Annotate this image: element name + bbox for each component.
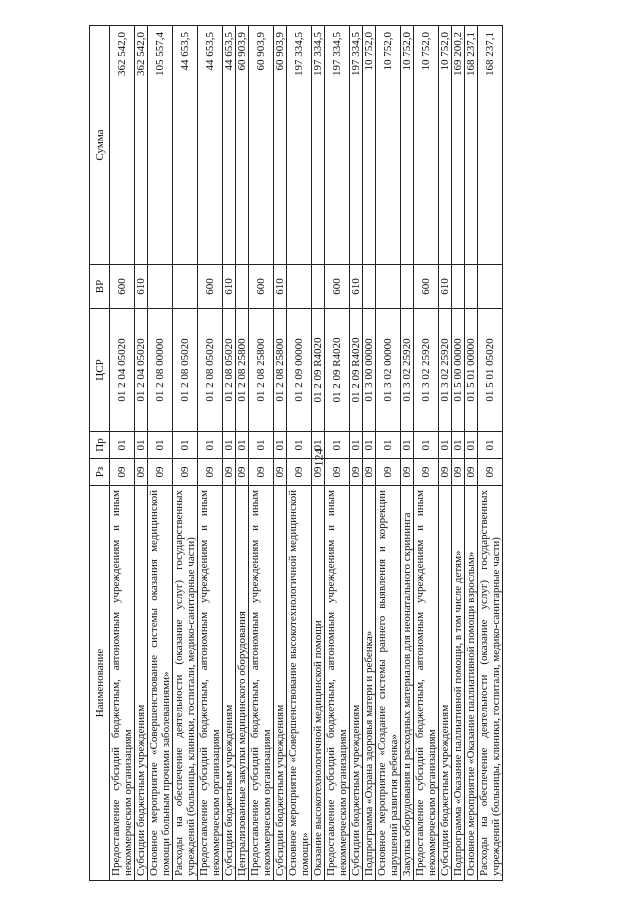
cell-rz: 09 <box>452 459 465 486</box>
cell-sum: 44 653,5 <box>173 26 198 265</box>
table-body <box>110 26 503 881</box>
cell-sum: 10 752,0 <box>363 26 376 265</box>
cell-pr: 01 <box>376 432 401 459</box>
cell-csr: 01 2 09 R4020 <box>350 309 363 432</box>
table-row <box>148 26 173 881</box>
table-row <box>452 26 465 881</box>
cell-name: Расходы на обеспечение деятельности (оказание услуг) государственных учреждений (больницы, клиники, госпитали, медико-санитарные части) <box>478 486 503 881</box>
table-row <box>478 26 503 881</box>
table-row <box>350 26 363 881</box>
cell-name: Основное мероприятие «Создание системы раннего выявления и коррекции нарушений развития ребенка» <box>376 486 401 881</box>
cell-sum: 168 237,1 <box>465 26 478 265</box>
cell-pr: 01 <box>478 432 503 459</box>
cell-csr: 01 2 04 05020 <box>110 309 135 432</box>
cell-pr: 01 <box>135 432 148 459</box>
cell-name: Основное мероприятие «Совершенствование системы оказания медицинской помощи больным прочими заболеваниями» <box>148 486 173 881</box>
header-csr: ЦСР <box>90 309 110 432</box>
cell-name: Основное мероприятие «Оказание паллиативной помощи взрослым» <box>465 486 478 881</box>
cell-csr: 01 3 00 00000 <box>363 309 376 432</box>
cell-csr: 01 2 08 05020 <box>198 309 223 432</box>
cell-pr: 01 <box>325 432 350 459</box>
table-header <box>90 26 110 881</box>
cell-rz: 09 <box>274 459 287 486</box>
cell-sum: 197 334,5 <box>287 26 312 265</box>
table-row <box>135 26 148 881</box>
table-row <box>312 26 325 881</box>
cell-csr: 01 2 08 25800 <box>236 309 249 432</box>
header-rz: Рз <box>90 459 110 486</box>
cell-csr: 01 2 08 25800 <box>249 309 274 432</box>
table-row <box>325 26 350 881</box>
cell-vr <box>401 265 414 309</box>
cell-vr: 610 <box>223 265 236 309</box>
cell-vr: 600 <box>414 265 439 309</box>
header-sum: Сумма <box>90 26 110 265</box>
cell-pr: 01 <box>350 432 363 459</box>
cell-sum: 60 903,9 <box>236 26 249 265</box>
cell-sum: 362 542,0 <box>110 26 135 265</box>
cell-name: Предоставление субсидий бюджетным, автономным учреждениям и иным некоммерческим организациям <box>110 486 135 881</box>
cell-csr: 01 5 00 00000 <box>452 309 465 432</box>
cell-sum: 362 542,0 <box>135 26 148 265</box>
cell-name: Предоставление субсидий бюджетным, автономным учреждениям и иным некоммерческим организациям <box>198 486 223 881</box>
cell-csr: 01 2 09 R4020 <box>325 309 350 432</box>
cell-name: Субсидии бюджетным учреждениям <box>223 486 236 881</box>
cell-pr: 01 <box>249 432 274 459</box>
cell-rz: 09 <box>198 459 223 486</box>
table-row <box>401 26 414 881</box>
cell-rz: 09 <box>363 459 376 486</box>
cell-name: Основное мероприятие «Совершенствование высокотехнологичной медицинской помощи» <box>287 486 312 881</box>
cell-vr: 610 <box>274 265 287 309</box>
cell-sum: 10 752,0 <box>414 26 439 265</box>
cell-rz: 09 <box>287 459 312 486</box>
cell-pr: 01 <box>414 432 439 459</box>
cell-pr: 01 <box>401 432 414 459</box>
cell-name: Предоставление субсидий бюджетным, автономным учреждениям и иным некоммерческим организациям <box>325 486 350 881</box>
cell-vr: 600 <box>325 265 350 309</box>
table-row <box>198 26 223 881</box>
cell-name: Централизованные закупки медицинского оборудования <box>236 486 249 881</box>
cell-rz: 09 <box>223 459 236 486</box>
page-number: 124 <box>311 448 326 467</box>
cell-name: Субсидии бюджетным учреждениям <box>350 486 363 881</box>
cell-name: Субсидии бюджетным учреждениям <box>274 486 287 881</box>
cell-sum: 10 752,0 <box>439 26 452 265</box>
cell-rz: 09 <box>135 459 148 486</box>
cell-name: Предоставление субсидий бюджетным, автономным учреждениям и иным некоммерческим организациям <box>414 486 439 881</box>
cell-rz: 09 <box>376 459 401 486</box>
cell-csr: 01 2 08 05020 <box>173 309 198 432</box>
cell-csr: 01 5 01 05020 <box>478 309 503 432</box>
table-row <box>439 26 452 881</box>
table-row <box>465 26 478 881</box>
cell-rz: 09 <box>148 459 173 486</box>
cell-sum: 44 653,5 <box>198 26 223 265</box>
cell-vr: 610 <box>439 265 452 309</box>
cell-csr: 01 2 08 05020 <box>223 309 236 432</box>
cell-vr <box>312 265 325 309</box>
cell-name: Подпрограмма «Охрана здоровья матери и ребенка» <box>363 486 376 881</box>
cell-vr: 600 <box>249 265 274 309</box>
cell-sum: 44 653,5 <box>223 26 236 265</box>
cell-pr: 01 <box>236 432 249 459</box>
cell-vr <box>363 265 376 309</box>
table-row <box>236 26 249 881</box>
header-pr: Пр <box>90 432 110 459</box>
table-row <box>287 26 312 881</box>
cell-csr: 01 3 02 25920 <box>439 309 452 432</box>
cell-pr: 01 <box>452 432 465 459</box>
cell-sum: 168 237,1 <box>478 26 503 265</box>
cell-vr <box>236 265 249 309</box>
cell-sum: 169 200,2 <box>452 26 465 265</box>
cell-vr: 610 <box>350 265 363 309</box>
cell-csr: 01 2 04 05020 <box>135 309 148 432</box>
cell-sum: 105 557,4 <box>148 26 173 265</box>
cell-vr <box>376 265 401 309</box>
cell-csr: 01 5 01 00000 <box>465 309 478 432</box>
header-name: Наименование <box>90 486 110 881</box>
cell-name: Подпрограмма «Оказание паллиативной помощи, в том числе детям» <box>452 486 465 881</box>
cell-name: Закупка оборудования и расходных материалов для неонатального скрининга <box>401 486 414 881</box>
header-row <box>90 26 110 881</box>
cell-vr <box>465 265 478 309</box>
cell-rz: 09 <box>110 459 135 486</box>
cell-pr: 01 <box>465 432 478 459</box>
cell-pr: 01 <box>173 432 198 459</box>
cell-csr: 01 3 02 00000 <box>376 309 401 432</box>
table-row <box>274 26 287 881</box>
cell-pr: 01 <box>148 432 173 459</box>
cell-name: Оказание высокотехнологичной медицинской помощи <box>312 486 325 881</box>
cell-csr: 01 2 08 25800 <box>274 309 287 432</box>
cell-name: Расходы на обеспечение деятельности (оказание услуг) государственных учреждений (больницы, клиники, госпитали, медико-санитарные части) <box>173 486 198 881</box>
cell-rz: 09 <box>414 459 439 486</box>
table-row <box>223 26 236 881</box>
table-row <box>110 26 135 881</box>
budget-table <box>89 25 503 881</box>
table-row <box>376 26 401 881</box>
cell-rz: 09 <box>312 459 325 486</box>
cell-pr: 01 <box>274 432 287 459</box>
cell-csr: 01 2 09 00000 <box>287 309 312 432</box>
cell-vr <box>148 265 173 309</box>
cell-rz: 09 <box>325 459 350 486</box>
cell-csr: 01 2 09 R4020 <box>312 309 325 432</box>
table-row <box>173 26 198 881</box>
cell-vr <box>173 265 198 309</box>
cell-pr: 01 <box>223 432 236 459</box>
cell-rz: 09 <box>236 459 249 486</box>
cell-pr: 01 <box>287 432 312 459</box>
cell-csr: 01 2 08 00000 <box>148 309 173 432</box>
cell-rz: 09 <box>401 459 414 486</box>
cell-vr: 600 <box>198 265 223 309</box>
cell-vr <box>478 265 503 309</box>
cell-sum: 10 752,0 <box>376 26 401 265</box>
cell-sum: 197 334,5 <box>312 26 325 265</box>
rotated-table-container <box>89 26 540 881</box>
cell-rz: 09 <box>465 459 478 486</box>
cell-pr: 01 <box>198 432 223 459</box>
cell-rz: 09 <box>478 459 503 486</box>
cell-vr: 600 <box>110 265 135 309</box>
cell-rz: 09 <box>350 459 363 486</box>
cell-name: Предоставление субсидий бюджетным, автономным учреждениям и иным некоммерческим организациям <box>249 486 274 881</box>
cell-name: Субсидии бюджетным учреждениям <box>439 486 452 881</box>
table-row <box>249 26 274 881</box>
cell-name: Субсидии бюджетным учреждениям <box>135 486 148 881</box>
cell-sum: 60 903,9 <box>274 26 287 265</box>
cell-csr: 01 3 02 25920 <box>401 309 414 432</box>
table-row <box>363 26 376 881</box>
cell-pr: 01 <box>110 432 135 459</box>
cell-sum: 197 334,5 <box>325 26 350 265</box>
table-row <box>414 26 439 881</box>
cell-rz: 09 <box>439 459 452 486</box>
cell-vr: 610 <box>135 265 148 309</box>
cell-csr: 01 3 02 25920 <box>414 309 439 432</box>
cell-vr <box>287 265 312 309</box>
cell-rz: 09 <box>249 459 274 486</box>
cell-sum: 60 903,9 <box>249 26 274 265</box>
cell-pr: 01 <box>312 432 325 459</box>
cell-sum: 10 752,0 <box>401 26 414 265</box>
cell-pr: 01 <box>439 432 452 459</box>
cell-vr <box>452 265 465 309</box>
header-vr: ВР <box>90 265 110 309</box>
cell-rz: 09 <box>173 459 198 486</box>
cell-sum: 197 334,5 <box>350 26 363 265</box>
cell-pr: 01 <box>363 432 376 459</box>
